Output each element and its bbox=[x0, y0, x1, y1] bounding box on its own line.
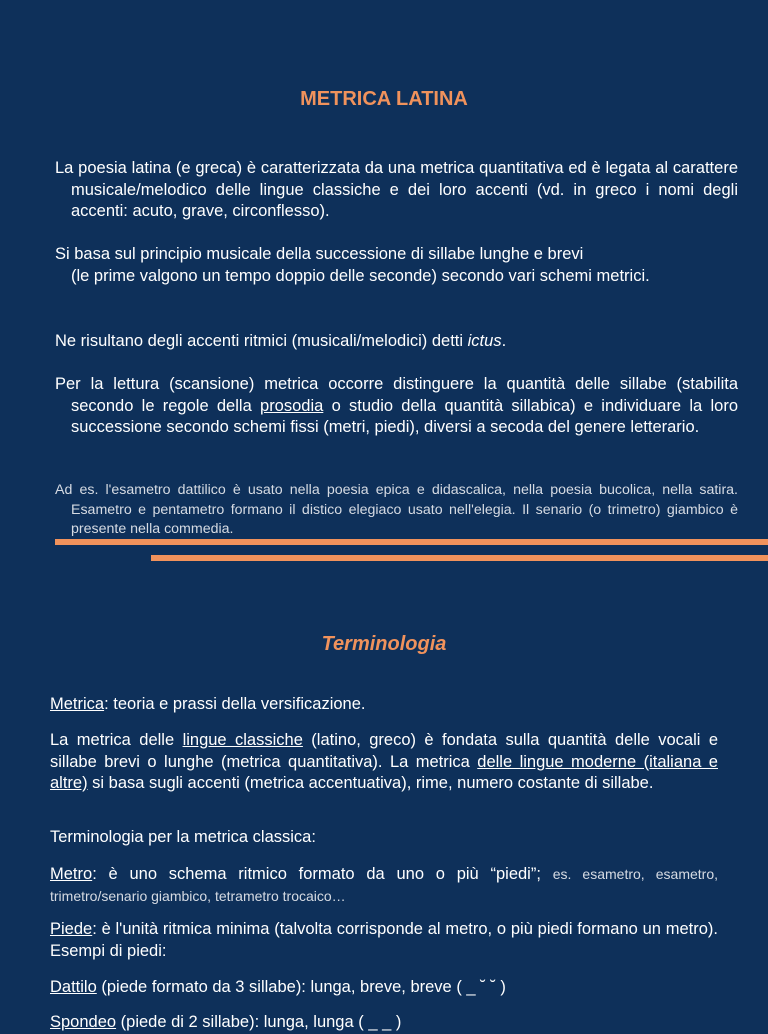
metro-link[interactable]: Metro bbox=[50, 865, 93, 883]
scansione-text-a: Per la lettura (scansione) metrica occorre distinguere la quantità delle sillabe (stabilita secondo le regole della bbox=[55, 375, 738, 415]
dattilo-def: (piede formato da 3 sillabe): lunga, breve, breve ( _ ˘ ˘ ) bbox=[96, 978, 506, 996]
ictus-term: ictus bbox=[467, 332, 502, 350]
dattilo-link[interactable]: Dattilo bbox=[50, 978, 97, 996]
metro-definition bbox=[50, 864, 718, 907]
intro-paragraph-2 bbox=[55, 244, 738, 287]
metro-examples: es. esametro, esametro, trimetro/senario giambico, tetrametro trocaico… bbox=[50, 866, 718, 904]
divider-top bbox=[55, 539, 768, 545]
intro-paragraph-1: La poesia latina (e greca) è caratterizzata da una metrica quantitativa ed è legata al carattere musicale/melodico delle lingue classiche e dei loro accenti (vd. in greco i nomi degli accenti: acuto, grave, circonflesso). bbox=[55, 159, 738, 220]
divider-bottom bbox=[151, 555, 768, 561]
piede-definition bbox=[50, 919, 718, 962]
ictus-suffix: . bbox=[501, 332, 507, 350]
lingue-moderne-link[interactable]: delle lingue moderne (italiana e altre) bbox=[50, 752, 718, 792]
intro-paragraph-2-rest: (le prime valgono un tempo doppio delle seconde) secondo vari schemi metrici. bbox=[71, 266, 650, 285]
metrica-link[interactable]: Metrica bbox=[50, 695, 105, 713]
metro-def: : è uno schema ritmico formato da uno o più “piedi”; bbox=[92, 865, 553, 883]
metrica-definition bbox=[50, 694, 718, 716]
piede-def: : è l'unità ritmica minima (talvolta corrisponde al metro, o più piedi formano un metro). Esempi di piedi: bbox=[50, 920, 718, 960]
spondeo-definition bbox=[50, 1012, 718, 1034]
page-title: METRICA LATINA bbox=[300, 88, 468, 110]
lingue-classiche-link[interactable]: lingue classiche bbox=[182, 731, 303, 749]
classic-text-c: si basa sugli accenti (metrica accentuativa), rime, numero costante di sillabe. bbox=[87, 774, 654, 792]
example-note: Ad es. l'esametro dattilico è usato nella poesia epica e didascalica, nella poesia bucolica, nella satira. Esametro e pentametro formano il distico elegiaco usato nell'elegia. Il senario (o trimetro) giambico è presente nella commedia. bbox=[55, 482, 738, 537]
intro-paragraph-2-line1: Si basa sul principio musicale della successione di sillabe lunghe e brevi bbox=[55, 245, 584, 263]
spondeo-link[interactable]: Spondeo bbox=[50, 1013, 117, 1031]
terminology-intro: Terminologia per la metrica classica: bbox=[50, 828, 316, 846]
prosodia-link[interactable]: prosodia bbox=[260, 396, 324, 415]
metrica-def: : teoria e prassi della versificazione. bbox=[104, 695, 366, 713]
intro-paragraph-4 bbox=[55, 374, 738, 439]
piede-link[interactable]: Piede bbox=[50, 920, 93, 938]
classic-text-a: La metrica delle bbox=[50, 731, 183, 749]
ictus-prefix: Ne risultano degli accenti ritmici (musicali/melodici) detti bbox=[55, 332, 468, 350]
classic-vs-modern-paragraph bbox=[50, 730, 718, 795]
spondeo-def: (piede di 2 sillabe): lunga, lunga ( _ _ ) bbox=[116, 1013, 402, 1031]
scansione-text-b: o studio della quantità sillabica) e individuare la loro successione secondo schemi fissi (metri, piedi), diversi a secoda del genere letterario. bbox=[71, 396, 738, 436]
intro-paragraph-3 bbox=[55, 331, 738, 353]
dattilo-definition bbox=[50, 977, 718, 999]
classic-text-b: (latino, greco) è fondata sulla quantità delle vocali e sillabe brevi o lunghe (metrica quantitativa). La metrica bbox=[50, 731, 719, 771]
section-title: Terminologia bbox=[321, 633, 447, 655]
